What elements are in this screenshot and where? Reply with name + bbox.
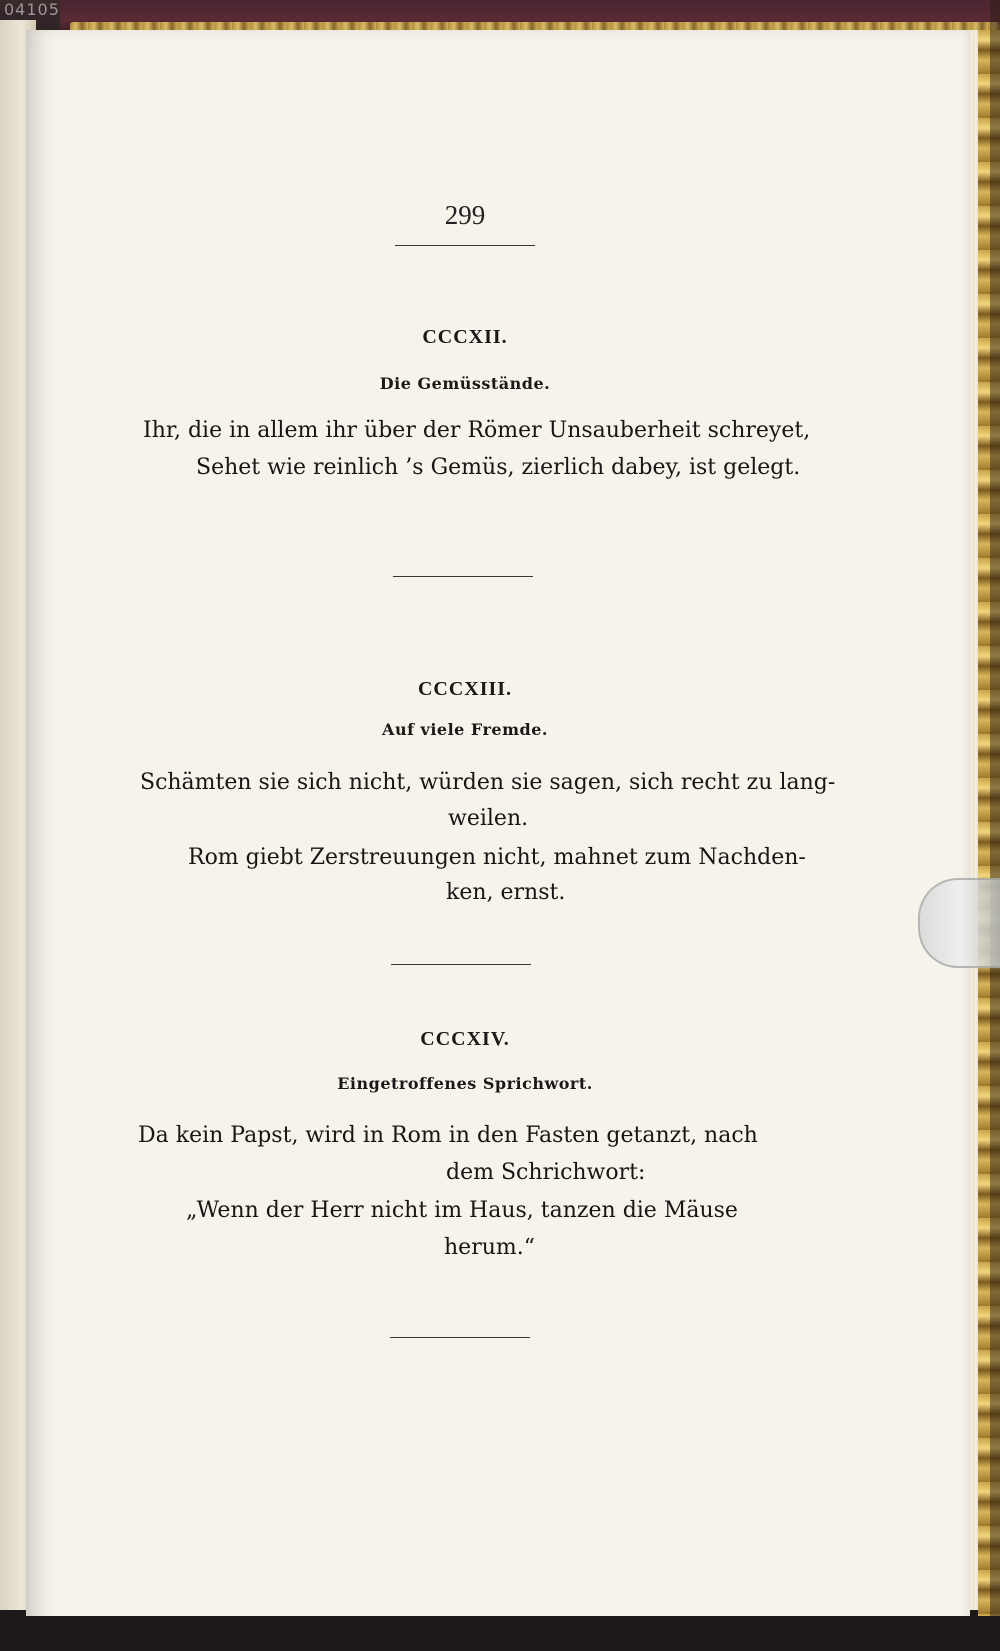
section-number: CCCXII. — [422, 326, 508, 348]
section-number: CCCXIV. — [420, 1028, 510, 1050]
verse-line: dem Schrichwort: — [446, 1160, 646, 1185]
section-number: CCCXIII. — [417, 678, 513, 700]
verse-line: Ihr, die in allem ihr über der Römer Unsauberheit schreyet, — [143, 418, 811, 443]
section-divider — [390, 1337, 530, 1338]
section-title: Die Gemüsstände. — [379, 374, 551, 393]
section-divider — [391, 964, 531, 965]
section-title: Auf viele Fremde. — [382, 720, 548, 739]
page-number: 299 — [444, 200, 486, 230]
header-rule — [395, 245, 535, 246]
scan-corner-mark: 04105 — [4, 0, 60, 19]
verse-line: Sehet wie reinlich ’s Gemüs, zierlich dabey, ist gelegt. — [196, 455, 801, 480]
section-divider — [393, 576, 533, 577]
section-title: Eingetroffenes Sprichwort. — [337, 1074, 593, 1093]
verse-line: Schämten sie sich nicht, würden sie sagen, sich recht zu lang- — [140, 770, 836, 795]
verse-line: „Wenn der Herr nicht im Haus, tanzen die Mäuse — [186, 1198, 738, 1223]
verse-line: Rom giebt Zerstreuungen nicht, mahnet zum Nachden- — [188, 845, 806, 870]
verse-line: herum.“ — [444, 1235, 535, 1260]
verse-line: ken, ernst. — [446, 880, 566, 905]
verse-line: Da kein Papst, wird in Rom in den Fasten getanzt, nach — [138, 1123, 758, 1148]
verse-line: weilen. — [448, 806, 529, 831]
